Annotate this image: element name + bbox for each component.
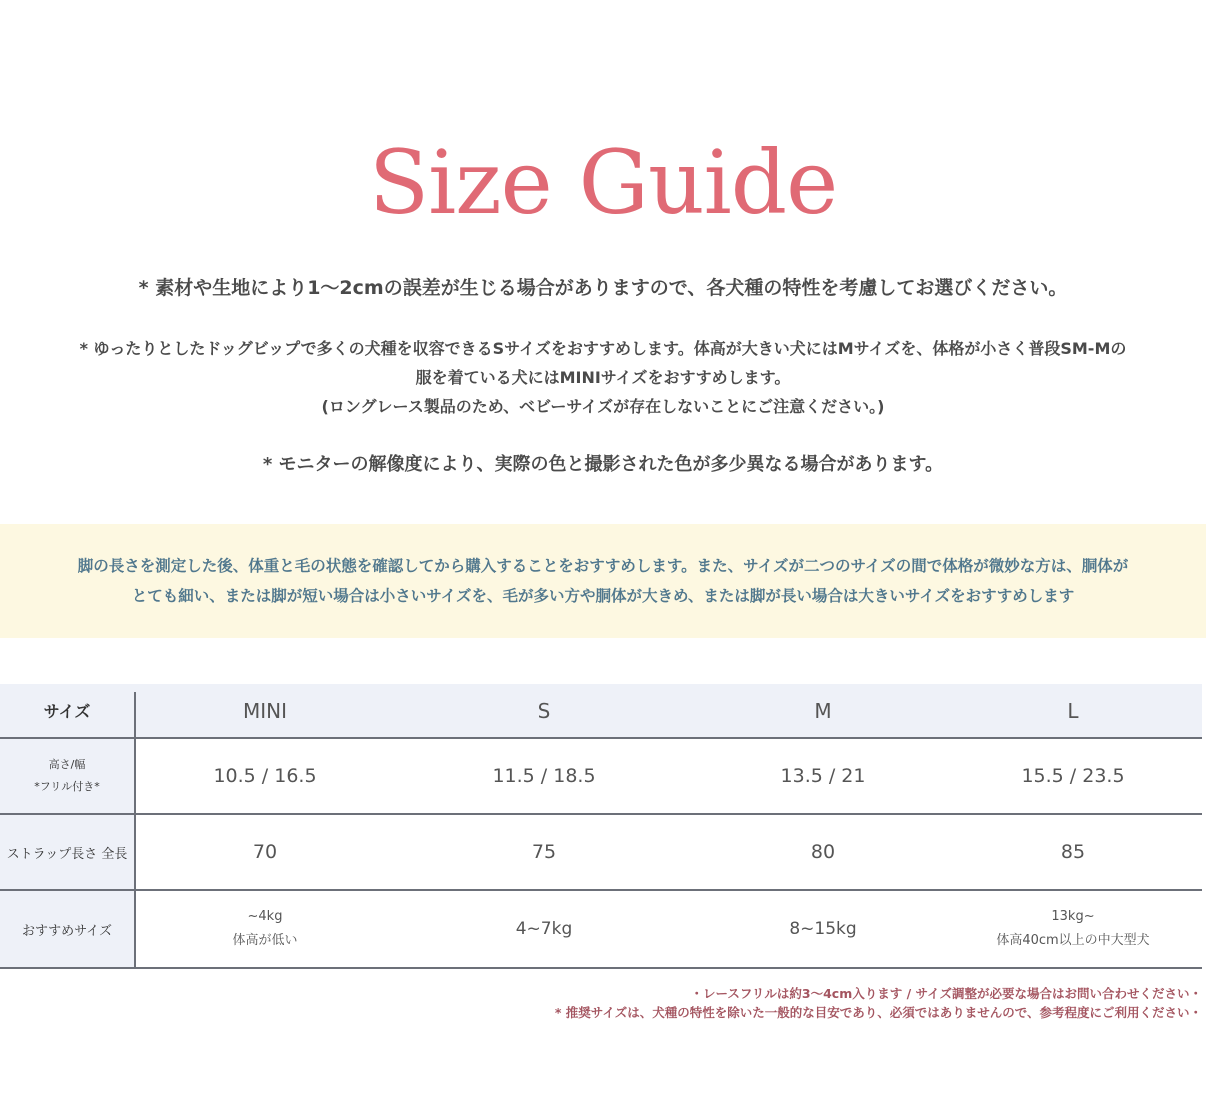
cell-recommended-l-weight: 13kg~ [1051,909,1095,924]
note-size-recommendation-line3: (ロングレース製品のため、ベビーサイズが存在しないことにご注意ください。) [321,397,885,416]
cell-strap-s: 75 [531,841,557,863]
cell-recommended-m: 8~15kg [789,919,857,939]
divider [0,967,1202,969]
size-table [0,684,1202,969]
table-row-dimensions [0,739,1202,813]
advice-banner-line1: 脚の長さを測定した後、体重と毛の状態を確認してから購入することをおすすめします。また、サイズが二つのサイズの間で体格が微妙な方は、胴体が [77,557,1129,575]
size-table-header-row [0,684,1202,737]
cell-recommended-l [964,891,1182,967]
size-header-mini: MINI [242,698,287,723]
note-monitor-color: * モニターの解像度により、実際の色と撮影された色が多少異なる場合があります。 [262,454,944,475]
cell-recommended-mini-weight: ~4kg [247,909,283,924]
row-label-recommended: おすすめサイズ [0,891,134,967]
note-size-recommendation [0,334,1206,421]
footnote-lace-frill: ・レースフリルは約3〜4cm入ります / サイズ調整が必要な場合はお問い合わせください・ [690,986,1202,1001]
cell-strap-mini: 70 [252,841,278,863]
note-tolerance: * 素材や生地により1〜2cmの誤差が生じる場合がありますので、各犬種の特性を考慮してお選びください。 [138,277,1068,299]
cell-dimensions-mini: 10.5 / 16.5 [213,765,317,787]
advice-banner [0,524,1206,638]
cell-recommended-mini [136,891,394,967]
cell-recommended-l-note: 体高40cm以上の中大型犬 [996,933,1150,948]
advice-banner-text [0,551,1206,611]
cell-dimensions-l: 15.5 / 23.5 [1021,765,1125,787]
cell-recommended-mini-note: 体高が低い [232,933,298,948]
size-header-m: M [814,698,832,723]
size-header-l: L [1067,698,1079,723]
cell-strap-l: 85 [1060,841,1086,863]
footnote-recommended-disclaimer: * 推奨サイズは、犬種の特性を除いた一般的な目安であり、必須ではありませんので、参考程度にご利用ください・ [554,1005,1202,1020]
cell-recommended-s: 4~7kg [515,919,573,939]
size-header-s: S [537,698,551,723]
cell-dimensions-s: 11.5 / 18.5 [492,765,596,787]
row-label-dimensions-line1: 高さ/幅 [48,758,86,771]
row-label-strap-length: ストラップ長さ 全長 [0,815,134,889]
row-label-dimensions [0,739,134,813]
table-vertical-divider [134,692,136,969]
table-row-recommended [0,891,1202,967]
cell-dimensions-m: 13.5 / 21 [780,765,866,787]
advice-banner-line2: とても細い、または脚が短い場合は小さいサイズを、毛が多い方や胴体が大きめ、または脚が長い場合は大きいサイズをおすすめします [131,587,1075,605]
cell-strap-m: 80 [810,841,836,863]
table-row-strap-length [0,815,1202,889]
header-label: サイズ [43,702,91,721]
note-size-recommendation-line2: 服を着ている犬にはMINIサイズをおすすめします。 [415,368,791,387]
note-size-recommendation-line1: * ゆったりとしたドッグビップで多くの犬種を収容できるSサイズをおすすめします。体高が大きい犬にはMサイズを、体格が小さく普段SM-Mの [79,339,1127,358]
row-label-dimensions-line2: *フリル付き* [34,780,100,793]
page-title: Size Guide [368,131,838,234]
